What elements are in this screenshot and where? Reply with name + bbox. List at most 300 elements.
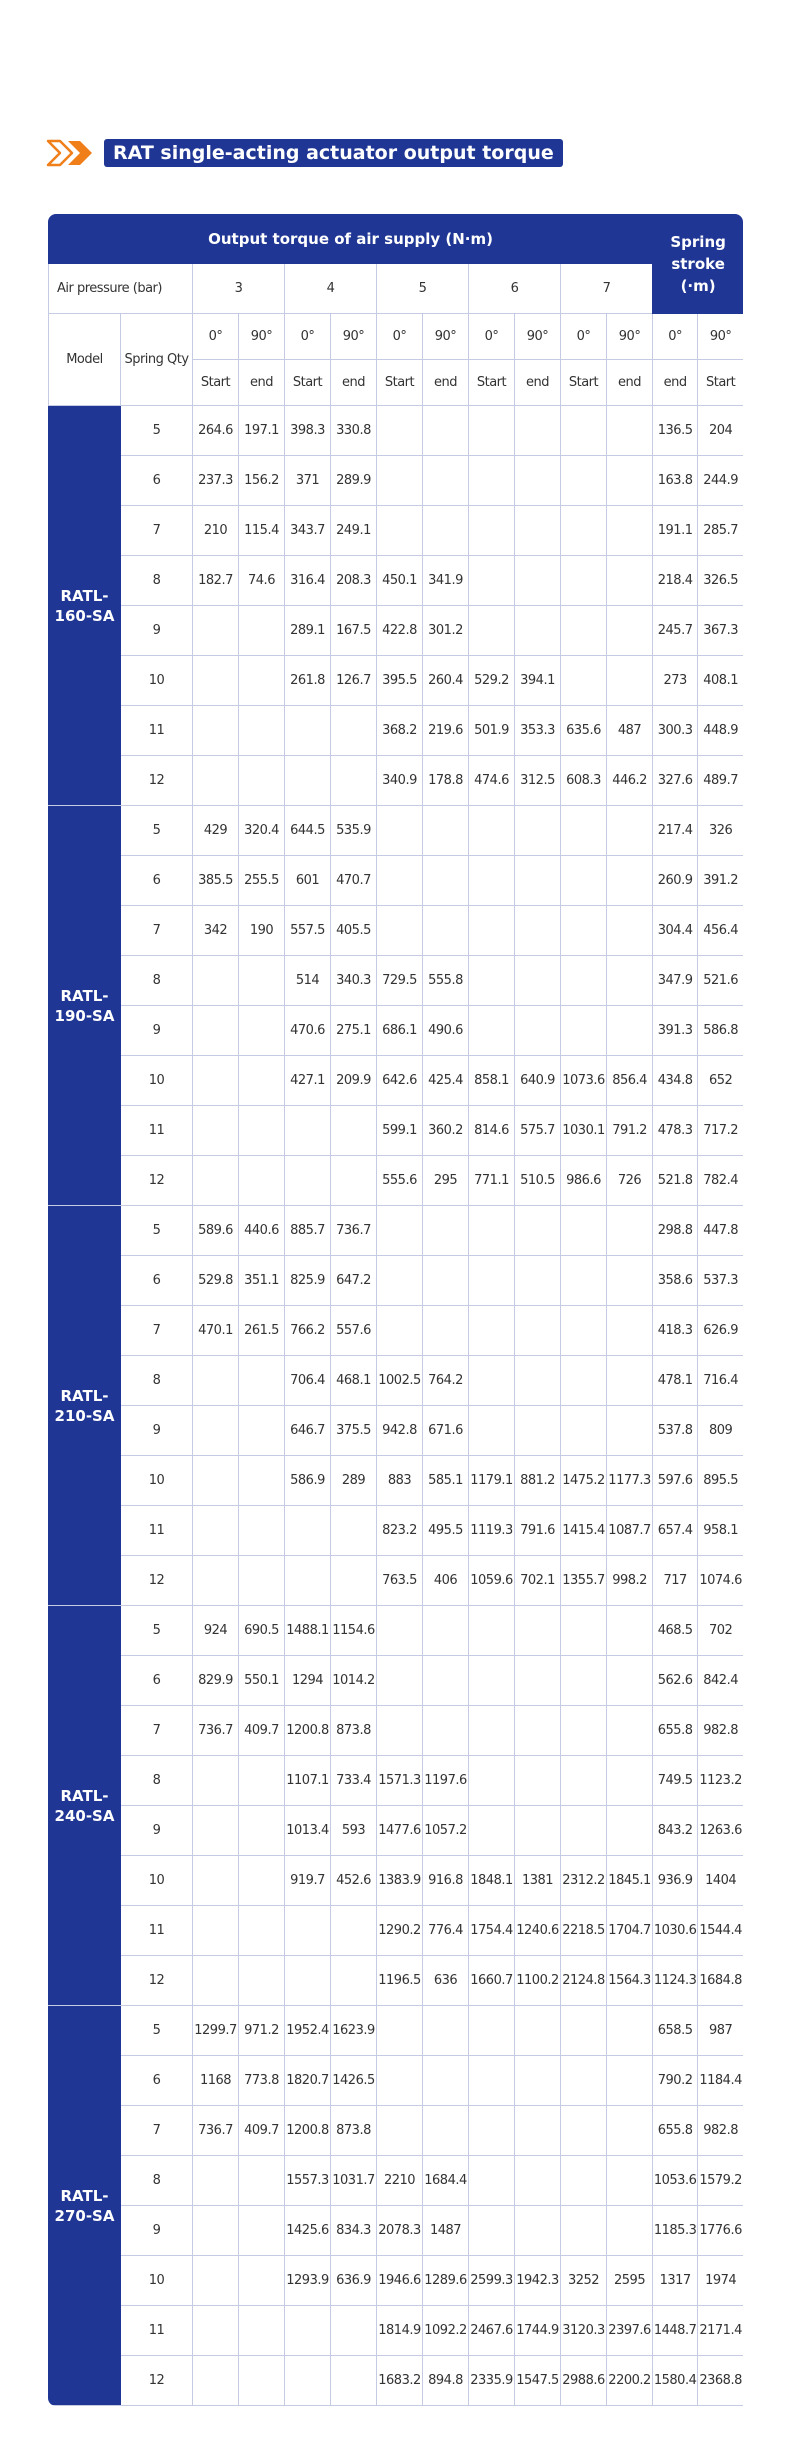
torque-cell: 1123.2 <box>698 1756 743 1806</box>
torque-cell: 327.6 <box>653 756 698 806</box>
angle-header: 0° <box>653 314 698 360</box>
torque-cell: 791.6 <box>515 1506 561 1556</box>
torque-cell <box>377 1706 423 1756</box>
torque-cell: 1579.2 <box>698 2156 743 2206</box>
torque-cell: 936.9 <box>653 1856 698 1906</box>
torque-cell: 191.1 <box>653 506 698 556</box>
torque-cell <box>515 2206 561 2256</box>
torque-cell: 434.8 <box>653 1056 698 1106</box>
torque-cell: 304.4 <box>653 906 698 956</box>
torque-cell: 1179.1 <box>469 1456 515 1506</box>
position-header: end <box>515 360 561 406</box>
torque-cell: 422.8 <box>377 606 423 656</box>
spring-qty-cell: 12 <box>121 1956 193 2006</box>
table-row <box>49 1056 744 1106</box>
torque-cell: 987 <box>698 2006 743 2056</box>
spring-qty-cell: 9 <box>121 1806 193 1856</box>
torque-cell <box>239 1056 285 1106</box>
spring-qty-cell: 10 <box>121 656 193 706</box>
torque-cell: 690.5 <box>239 1606 285 1656</box>
torque-cell <box>469 806 515 856</box>
torque-cell: 353.3 <box>515 706 561 756</box>
torque-cell <box>469 1206 515 1256</box>
position-header: end <box>607 360 653 406</box>
torque-cell <box>561 656 607 706</box>
torque-cell: 764.2 <box>423 1356 469 1406</box>
torque-cell <box>193 1806 239 1856</box>
spring-qty-cell: 7 <box>121 1706 193 1756</box>
torque-cell: 1946.6 <box>377 2256 423 2306</box>
torque-cell <box>607 2006 653 2056</box>
torque-cell: 2595 <box>607 2256 653 2306</box>
torque-cell <box>561 1206 607 1256</box>
torque-cell <box>423 2056 469 2106</box>
torque-cell <box>607 1256 653 1306</box>
table-row <box>49 1906 744 1956</box>
torque-cell <box>561 2156 607 2206</box>
torque-cell: 178.8 <box>423 756 469 806</box>
torque-cell: 652 <box>698 1056 743 1106</box>
torque-cell <box>239 956 285 1006</box>
table-row <box>49 1406 744 1456</box>
pressure-header: 4 <box>285 264 377 314</box>
torque-cell: 763.5 <box>377 1556 423 1606</box>
torque-cell: 218.4 <box>653 556 698 606</box>
torque-cell: 2218.5 <box>561 1906 607 1956</box>
torque-cell: 487 <box>607 706 653 756</box>
pressure-header: 3 <box>193 264 285 314</box>
torque-cell: 1383.9 <box>377 1856 423 1906</box>
torque-cell: 790.2 <box>653 2056 698 2106</box>
torque-cell: 733.4 <box>331 1756 377 1806</box>
torque-cell: 298.8 <box>653 1206 698 1256</box>
torque-cell: 2397.6 <box>607 2306 653 2356</box>
torque-cell: 1684.8 <box>698 1956 743 2006</box>
torque-cell <box>377 856 423 906</box>
torque-cell: 916.8 <box>423 1856 469 1906</box>
torque-cell <box>515 456 561 506</box>
torque-cell: 1263.6 <box>698 1806 743 1856</box>
torque-cell: 312.5 <box>515 756 561 806</box>
torque-cell: 1200.8 <box>285 2106 331 2156</box>
torque-cell <box>193 956 239 1006</box>
torque-cell <box>239 1406 285 1456</box>
torque-cell <box>193 1056 239 1106</box>
torque-cell <box>469 1306 515 1356</box>
torque-cell <box>469 856 515 906</box>
torque-cell: 535.9 <box>331 806 377 856</box>
table-row <box>49 456 744 506</box>
torque-table <box>48 214 743 2406</box>
torque-cell <box>193 2206 239 2256</box>
torque-cell <box>607 1656 653 1706</box>
torque-cell: 593 <box>331 1806 377 1856</box>
torque-cell <box>607 1006 653 1056</box>
spring-qty-cell: 10 <box>121 2256 193 2306</box>
torque-cell: 427.1 <box>285 1056 331 1106</box>
torque-cell <box>469 1006 515 1056</box>
angle-header: 90° <box>515 314 561 360</box>
torque-cell: 1200.8 <box>285 1706 331 1756</box>
torque-cell: 601 <box>285 856 331 906</box>
spring-qty-label: Spring Qty <box>121 314 193 406</box>
torque-cell <box>469 606 515 656</box>
torque-cell <box>239 1756 285 1806</box>
torque-cell: 478.1 <box>653 1356 698 1406</box>
torque-cell: 405.5 <box>331 906 377 956</box>
torque-cell: 295 <box>423 1156 469 1206</box>
torque-cell: 260.9 <box>653 856 698 906</box>
torque-cell: 342 <box>193 906 239 956</box>
table-row <box>49 806 744 856</box>
torque-cell: 182.7 <box>193 556 239 606</box>
torque-cell: 1290.2 <box>377 1906 423 1956</box>
table-row <box>49 1106 744 1156</box>
torque-cell <box>239 1506 285 1556</box>
torque-cell: 729.5 <box>377 956 423 1006</box>
torque-cell: 557.5 <box>285 906 331 956</box>
torque-cell: 1744.9 <box>515 2306 561 2356</box>
page-title: RAT single-acting actuator output torque <box>104 139 563 167</box>
torque-cell: 2171.4 <box>698 2306 743 2356</box>
torque-cell <box>515 1706 561 1756</box>
position-header: end <box>423 360 469 406</box>
spring-qty-cell: 5 <box>121 1606 193 1656</box>
torque-cell <box>377 1656 423 1706</box>
torque-cell <box>423 2106 469 2156</box>
torque-cell: 209.9 <box>331 1056 377 1106</box>
table-row <box>49 2106 744 2156</box>
table-row <box>49 1956 744 2006</box>
torque-cell <box>193 1856 239 1906</box>
torque-cell: 809 <box>698 1406 743 1456</box>
torque-cell: 555.6 <box>377 1156 423 1206</box>
torque-cell <box>515 1306 561 1356</box>
torque-cell: 1053.6 <box>653 2156 698 2206</box>
torque-cell <box>193 706 239 756</box>
table-row <box>49 2256 744 2306</box>
angle-header: 0° <box>377 314 423 360</box>
torque-cell <box>515 406 561 456</box>
angle-header: 90° <box>607 314 653 360</box>
torque-cell: 74.6 <box>239 556 285 606</box>
spring-qty-cell: 5 <box>121 2006 193 2056</box>
torque-cell <box>561 1006 607 1056</box>
spring-qty-cell: 6 <box>121 1656 193 1706</box>
torque-cell: 1059.6 <box>469 1556 515 1606</box>
torque-cell <box>561 2106 607 2156</box>
torque-cell: 1031.7 <box>331 2156 377 2206</box>
table-row <box>49 2156 744 2206</box>
torque-cell: 782.4 <box>698 1156 743 1206</box>
torque-cell <box>423 806 469 856</box>
torque-cell: 736.7 <box>193 1706 239 1756</box>
torque-cell <box>469 956 515 1006</box>
torque-cell <box>515 2006 561 2056</box>
torque-cell: 264.6 <box>193 406 239 456</box>
torque-cell: 2210 <box>377 2156 423 2206</box>
torque-cell: 300.3 <box>653 706 698 756</box>
torque-cell: 658.5 <box>653 2006 698 2056</box>
torque-cell: 1564.3 <box>607 1956 653 2006</box>
table-row <box>49 1706 744 1756</box>
torque-cell <box>515 1756 561 1806</box>
torque-cell: 456.4 <box>698 906 743 956</box>
spring-qty-cell: 8 <box>121 556 193 606</box>
torque-cell: 586.9 <box>285 1456 331 1506</box>
torque-cell: 942.8 <box>377 1406 423 1456</box>
spring-qty-cell: 6 <box>121 1256 193 1306</box>
table-row <box>49 2006 744 2056</box>
torque-cell: 986.6 <box>561 1156 607 1206</box>
torque-cell <box>607 1406 653 1456</box>
torque-cell <box>561 806 607 856</box>
torque-cell: 575.7 <box>515 1106 561 1156</box>
spring-qty-cell: 12 <box>121 756 193 806</box>
torque-cell: 1580.4 <box>653 2356 698 2406</box>
torque-cell <box>239 1106 285 1156</box>
torque-cell <box>377 456 423 506</box>
torque-cell: 537.3 <box>698 1256 743 1306</box>
torque-cell <box>423 1706 469 1756</box>
torque-cell: 418.3 <box>653 1306 698 1356</box>
torque-cell: 470.1 <box>193 1306 239 1356</box>
torque-cell <box>469 1406 515 1456</box>
table-row <box>49 1656 744 1706</box>
torque-cell: 360.2 <box>423 1106 469 1156</box>
torque-cell: 245.7 <box>653 606 698 656</box>
torque-cell: 647.2 <box>331 1256 377 1306</box>
torque-cell <box>561 1406 607 1456</box>
torque-cell <box>239 2356 285 2406</box>
torque-cell <box>377 1206 423 1256</box>
table-row <box>49 1256 744 1306</box>
torque-cell <box>239 706 285 756</box>
torque-cell: 3120.3 <box>561 2306 607 2356</box>
torque-cell <box>561 1806 607 1856</box>
torque-cell: 655.8 <box>653 1706 698 1756</box>
torque-cell: 873.8 <box>331 2106 377 2156</box>
spring-qty-cell: 10 <box>121 1056 193 1106</box>
torque-cell <box>469 1706 515 1756</box>
torque-cell: 736.7 <box>193 2106 239 2156</box>
torque-cell: 1415.4 <box>561 1506 607 1556</box>
torque-cell <box>469 406 515 456</box>
torque-cell <box>285 706 331 756</box>
torque-cell: 644.5 <box>285 806 331 856</box>
torque-cell <box>239 1856 285 1906</box>
spring-qty-cell: 11 <box>121 1906 193 1956</box>
spring-qty-cell: 7 <box>121 506 193 556</box>
torque-cell <box>515 606 561 656</box>
torque-cell: 1107.1 <box>285 1756 331 1806</box>
torque-cell <box>515 1206 561 1256</box>
torque-cell: 726 <box>607 1156 653 1206</box>
torque-cell <box>423 456 469 506</box>
torque-cell: 136.5 <box>653 406 698 456</box>
torque-cell <box>331 1906 377 1956</box>
torque-cell: 702 <box>698 1606 743 1656</box>
torque-cell <box>377 1256 423 1306</box>
torque-cell: 2335.9 <box>469 2356 515 2406</box>
torque-cell <box>607 2156 653 2206</box>
torque-cell: 1754.4 <box>469 1906 515 1956</box>
torque-cell <box>285 1506 331 1556</box>
torque-cell <box>239 1456 285 1506</box>
torque-cell <box>285 2306 331 2356</box>
spring-qty-cell: 9 <box>121 606 193 656</box>
torque-cell <box>561 906 607 956</box>
torque-cell <box>193 756 239 806</box>
torque-cell <box>239 2206 285 2256</box>
torque-cell: 982.8 <box>698 2106 743 2156</box>
torque-cell: 856.4 <box>607 1056 653 1106</box>
torque-cell <box>469 906 515 956</box>
torque-cell: 1014.2 <box>331 1656 377 1706</box>
torque-cell <box>469 1356 515 1406</box>
torque-cell <box>607 806 653 856</box>
torque-cell <box>515 1406 561 1456</box>
torque-cell: 368.2 <box>377 706 423 756</box>
torque-cell: 529.8 <box>193 1256 239 1306</box>
torque-cell: 1487 <box>423 2206 469 2256</box>
spring-stroke-header: Spring stroke (·m) <box>653 215 743 314</box>
torque-cell: 330.8 <box>331 406 377 456</box>
table-row <box>49 1556 744 1606</box>
torque-cell <box>377 506 423 556</box>
torque-cell: 398.3 <box>285 406 331 456</box>
table-row <box>49 2206 744 2256</box>
angle-header: 90° <box>423 314 469 360</box>
torque-cell: 885.7 <box>285 1206 331 1256</box>
torque-cell: 894.8 <box>423 2356 469 2406</box>
torque-cell <box>607 456 653 506</box>
torque-cell <box>561 1306 607 1356</box>
torque-cell <box>193 1556 239 1606</box>
table-row <box>49 656 744 706</box>
table-row <box>49 706 744 756</box>
torque-cell: 686.1 <box>377 1006 423 1056</box>
angle-header: 0° <box>469 314 515 360</box>
table-row <box>49 2356 744 2406</box>
spring-qty-cell: 5 <box>121 406 193 456</box>
pressure-header: 7 <box>561 264 653 314</box>
spring-qty-cell: 11 <box>121 2306 193 2356</box>
spring-qty-cell: 11 <box>121 1106 193 1156</box>
torque-cell: 1623.9 <box>331 2006 377 2056</box>
spring-qty-cell: 7 <box>121 1306 193 1356</box>
torque-cell <box>607 606 653 656</box>
spring-qty-cell: 12 <box>121 1556 193 1606</box>
torque-cell: 550.1 <box>239 1656 285 1706</box>
spring-qty-cell: 5 <box>121 1206 193 1256</box>
torque-cell <box>423 1606 469 1656</box>
spring-qty-cell: 10 <box>121 1456 193 1506</box>
torque-cell: 347.9 <box>653 956 698 1006</box>
torque-cell: 881.2 <box>515 1456 561 1506</box>
torque-cell: 1074.6 <box>698 1556 743 1606</box>
table-row <box>49 1806 744 1856</box>
torque-cell: 1289.6 <box>423 2256 469 2306</box>
torque-cell <box>561 406 607 456</box>
torque-cell <box>469 1756 515 1806</box>
torque-cell <box>515 556 561 606</box>
torque-cell <box>607 506 653 556</box>
position-header: Start <box>193 360 239 406</box>
torque-cell: 1381 <box>515 1856 561 1906</box>
table-row <box>49 2306 744 2356</box>
torque-cell: 490.6 <box>423 1006 469 1056</box>
torque-cell <box>377 2056 423 2106</box>
torque-cell: 371 <box>285 456 331 506</box>
torque-cell: 636 <box>423 1956 469 2006</box>
torque-cell: 702.1 <box>515 1556 561 1606</box>
torque-cell <box>423 2006 469 2056</box>
table-row <box>49 1856 744 1906</box>
torque-cell <box>561 606 607 656</box>
torque-cell: 883 <box>377 1456 423 1506</box>
torque-cell <box>423 406 469 456</box>
torque-cell: 2599.3 <box>469 2256 515 2306</box>
torque-cell <box>193 2356 239 2406</box>
torque-cell: 773.8 <box>239 2056 285 2106</box>
torque-cell: 1404 <box>698 1856 743 1906</box>
torque-cell: 873.8 <box>331 1706 377 1756</box>
section-header <box>46 137 563 169</box>
table-row <box>49 1306 744 1356</box>
torque-cell: 597.6 <box>653 1456 698 1506</box>
angle-header: 0° <box>193 314 239 360</box>
spring-qty-cell: 8 <box>121 2156 193 2206</box>
torque-cell: 1477.6 <box>377 1806 423 1856</box>
torque-cell: 2312.2 <box>561 1856 607 1906</box>
torque-cell: 2200.2 <box>607 2356 653 2406</box>
torque-cell: 208.3 <box>331 556 377 606</box>
torque-cell: 468.5 <box>653 1606 698 1656</box>
torque-cell <box>423 506 469 556</box>
torque-cell <box>515 806 561 856</box>
torque-cell: 1240.6 <box>515 1906 561 1956</box>
torque-cell: 1154.6 <box>331 1606 377 1656</box>
spring-qty-cell: 6 <box>121 856 193 906</box>
torque-cell: 115.4 <box>239 506 285 556</box>
torque-cell: 1660.7 <box>469 1956 515 2006</box>
position-header: end <box>331 360 377 406</box>
torque-cell: 367.3 <box>698 606 743 656</box>
torque-cell: 394.1 <box>515 656 561 706</box>
torque-cell <box>331 2306 377 2356</box>
torque-cell: 448.9 <box>698 706 743 756</box>
torque-cell: 156.2 <box>239 456 285 506</box>
torque-cell: 895.5 <box>698 1456 743 1506</box>
torque-cell: 249.1 <box>331 506 377 556</box>
torque-cell <box>469 2056 515 2106</box>
table-row <box>49 906 744 956</box>
torque-cell: 514 <box>285 956 331 1006</box>
torque-cell: 429 <box>193 806 239 856</box>
torque-cell: 589.6 <box>193 1206 239 1256</box>
torque-cell <box>469 2156 515 2206</box>
spring-qty-cell: 11 <box>121 706 193 756</box>
torque-cell <box>193 1006 239 1056</box>
torque-cell: 791.2 <box>607 1106 653 1156</box>
torque-cell <box>285 1906 331 1956</box>
angle-header: 0° <box>561 314 607 360</box>
spring-qty-cell: 6 <box>121 2056 193 2106</box>
table-row <box>49 1506 744 1556</box>
torque-cell <box>515 2156 561 2206</box>
torque-cell <box>561 1756 607 1806</box>
